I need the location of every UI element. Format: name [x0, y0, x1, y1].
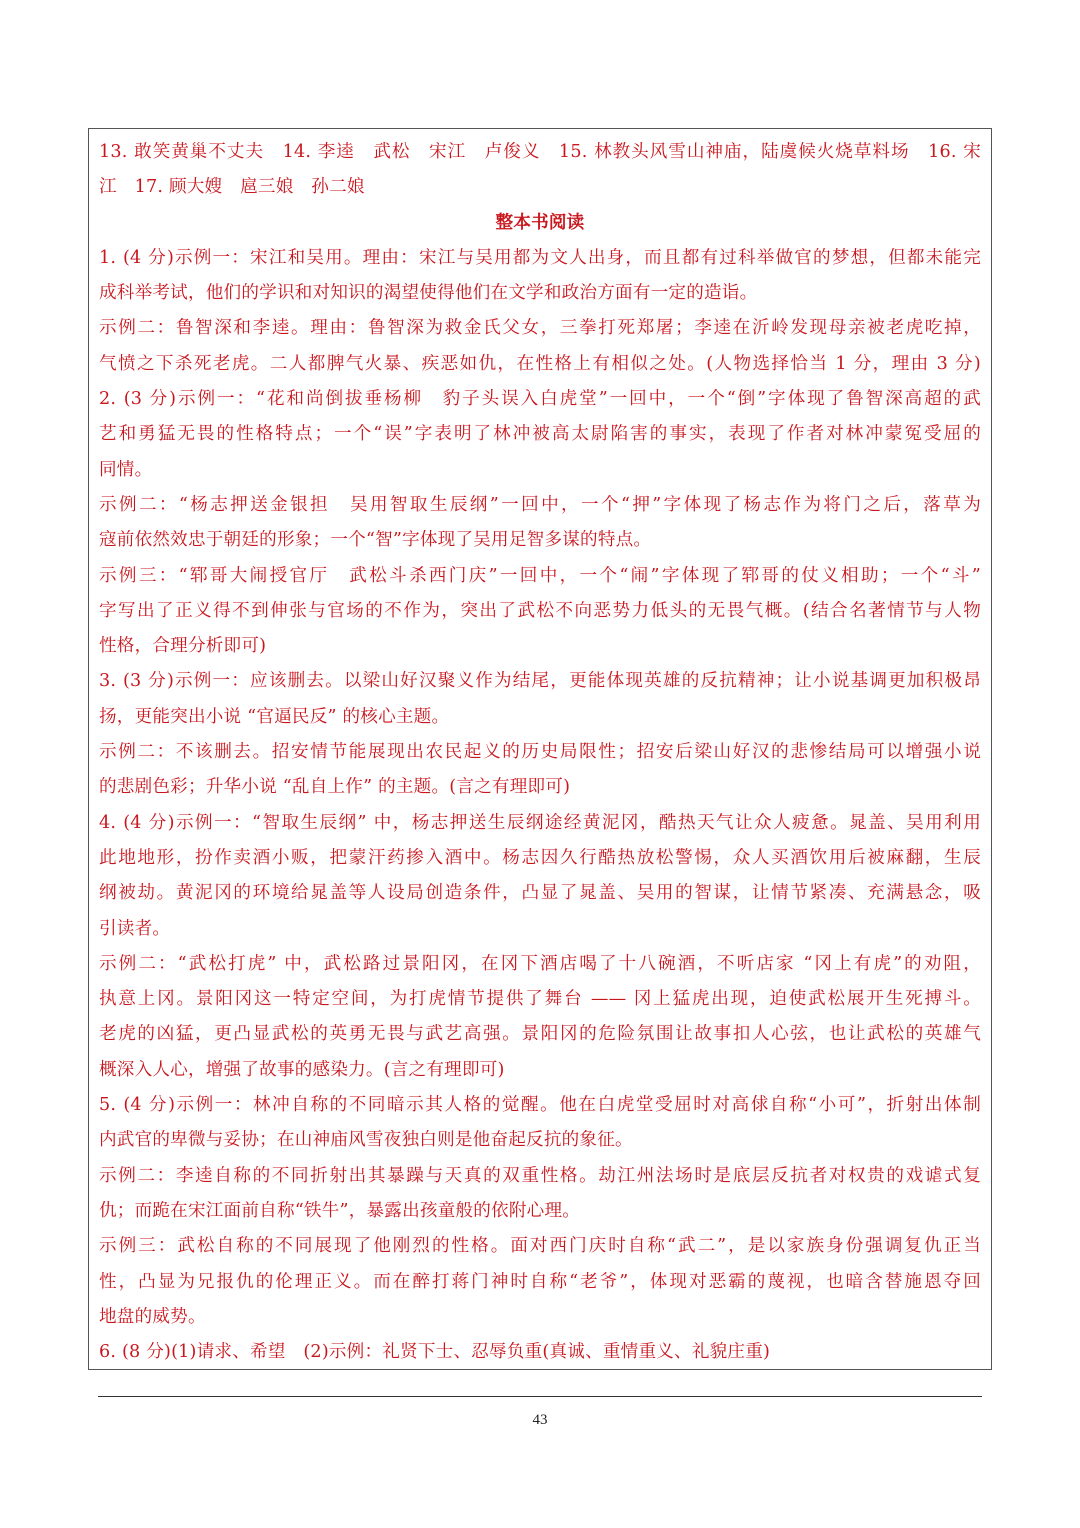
- text-line: 1. (4 分)示例一：宋江和吴用。理由：宋江与吴用都为文人出身，而且都有过科举做官的梦想，但都未能完: [99, 247, 981, 268]
- text-line: 扬，更能突出小说 “官逼民反” 的核心主题。: [99, 706, 450, 727]
- text-line: 字写出了正义得不到伸张与官场的不作为，突出了武松不向恶势力低头的无畏气概。(结合名著情节与人物: [99, 600, 981, 621]
- text-line: 江 17. 顾大嫂 扈三娘 孙二娘: [99, 177, 365, 198]
- text-line: 示例二：李逵自称的不同折射出其暴躁与天真的双重性格。劫江州法场时是底层反抗者对权贵的戏谑式复: [99, 1165, 981, 1186]
- text-line: 13. 敢笑黄巢不丈夫 14. 李逵 武松 宋江 卢俊义 15. 林教头风雪山神庙，陆虞候火烧草料场 16. 宋: [99, 142, 981, 162]
- text-line: 示例二：鲁智深和李逵。理由：鲁智深为救金氏父女，三拳打死郑屠；李逵在沂岭发现母亲被老虎吃掉，: [99, 318, 981, 339]
- text-line: 示例二：“杨志押送金银担 吴用智取生辰纲”一回中，一个“押”字体现了杨志作为将门之后，落草为: [99, 494, 981, 515]
- text-line: 示例三：“郓哥大闹授官厅 武松斗杀西门庆”一回中，一个“闹”字体现了郓哥的仗义相助；一个“斗”: [99, 565, 981, 586]
- text-line: 仇；而跪在宋江面前自称“铁牛”，暴露出孩童般的依附心理。: [99, 1200, 581, 1221]
- text-line: 寇前依然效忠于朝廷的形象；一个“智”字体现了吴用足智多谋的特点。: [99, 530, 652, 551]
- text-line: 6. (8 分)(1)请求、希望 (2)示例：礼贤下士、忍辱负重(真诚、重情重义、礼貌庄重): [99, 1342, 771, 1363]
- text-line: 执意上冈。景阳冈这一特定空间，为打虎情节提供了舞台 —— 冈上猛虎出现，迫使武松展开生死搏斗。: [99, 989, 981, 1010]
- text-line: 内武官的卑微与妥协；在山神庙风雪夜独白则是他奋起反抗的象征。: [99, 1130, 633, 1151]
- text-line: 引读者。: [99, 918, 171, 939]
- text-line: 示例二：不该删去。招安情节能展现出农民起义的历史局限性；招安后梁山好汉的悲惨结局可以增强小说: [99, 742, 981, 763]
- text-line: 概深入人心，增强了故事的感染力。(言之有理即可): [99, 1059, 505, 1080]
- text-line: 艺和勇猛无畏的性格特点；一个“误”字表明了林冲被高太尉陷害的事实，表现了作者对林冲蒙冤受屈的: [99, 424, 981, 445]
- text-line: 气愤之下杀死老虎。二人都脾气火暴、疾恶如仇，在性格上有相似之处。(人物选择恰当 1 分，理由 3 分): [99, 353, 981, 374]
- text-line: 性格，合理分析即可): [99, 636, 267, 657]
- section-heading: 整本书阅读: [495, 212, 585, 233]
- footer-divider: [98, 1396, 982, 1397]
- text-line: 性，凸显为兄报仇的伦理正义。而在醉打蒋门神时自称“老爷”，体现对恶霸的蔑视，也暗含替施恩夺回: [99, 1271, 981, 1292]
- text-line: 5. (4 分)示例一：林冲自称的不同暗示其人格的觉醒。他在白虎堂受屈时对高俅自称“小可”，折射出体制: [99, 1095, 981, 1116]
- text-line: 同情。: [99, 459, 153, 480]
- text-line: 此地地形，扮作卖酒小贩，把蒙汗药掺入酒中。杨志因久行酷热放松警惕，众人买酒饮用后被麻翻，生辰: [99, 847, 981, 868]
- text-line: 4. (4 分)示例一：“智取生辰纲” 中，杨志押送生辰纲途经黄泥冈，酷热天气让众人疲惫。晁盖、吴用利用: [99, 812, 981, 833]
- text-line: 示例二：“武松打虎” 中，武松路过景阳冈，在冈下酒店喝了十八碗酒，不听店家 “冈上有虎”的劝阻，: [99, 953, 981, 974]
- text-line: 地盘的威势。: [99, 1306, 206, 1327]
- text-line: 老虎的凶猛，更凸显武松的英勇无畏与武艺高强。景阳冈的危险氛围让故事扣人心弦，也让武松的英雄气: [99, 1024, 981, 1045]
- answer-box: [88, 128, 992, 1370]
- text-line: 成科举考试，他们的学识和对知识的渴望使得他们在文学和政治方面有一定的造诣。: [99, 283, 758, 304]
- text-line: 示例三：武松自称的不同展现了他刚烈的性格。面对西门庆时自称“武二”，是以家族身份强调复仇正当: [99, 1236, 981, 1257]
- text-line: 纲被劫。黄泥冈的环境给晁盖等人设局创造条件，凸显了晁盖、吴用的智谋，让情节紧凑、充满悬念，吸: [99, 883, 981, 904]
- text-line: 2. (3 分)示例一：“花和尚倒拔垂杨柳 豹子头误入白虎堂”一回中，一个“倒”字体现了鲁智深高超的武: [99, 389, 981, 410]
- text-line: 3. (3 分)示例一：应该删去。以梁山好汉聚义作为结尾，更能体现英雄的反抗精神；让小说基调更加积极昂: [99, 671, 981, 692]
- page-number: 43: [532, 1412, 548, 1428]
- text-line: 的悲剧色彩；升华小说 “乱自上作” 的主题。(言之有理即可): [99, 777, 571, 798]
